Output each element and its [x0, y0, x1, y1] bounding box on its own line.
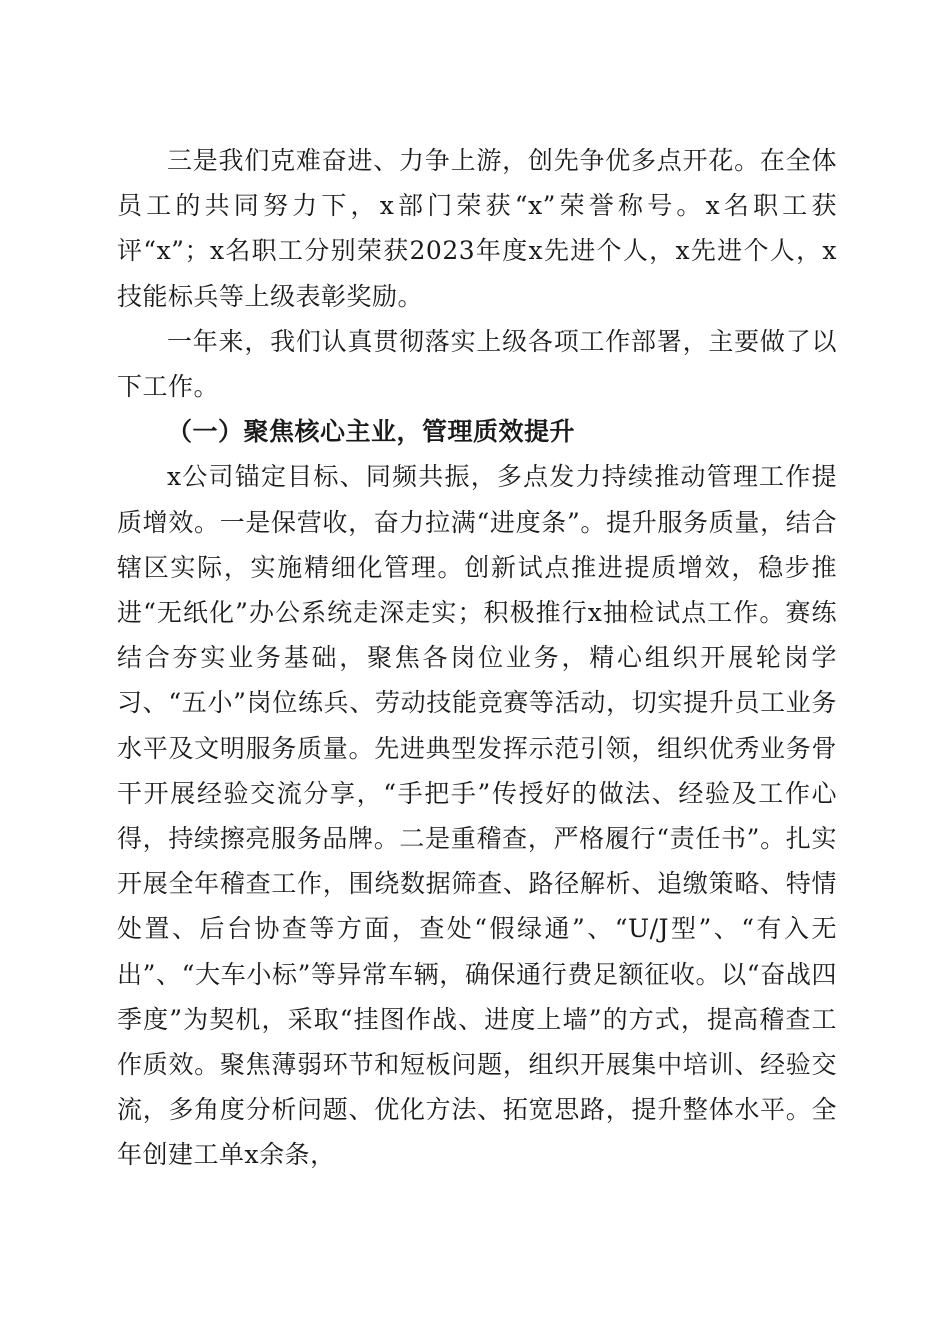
paragraph-intro: 一年来，我们认真贯彻落实上级各项工作部署，主要做了以下工作。 [117, 326, 837, 402]
paragraph-management: x公司锚定目标、同频共振，多点发力持续推动管理工作提质增效。一是保营收，奋力拉满“进度条”。提升服务质量，结合辖区实际，实施精细化管理。创新试点推进提质增效，稳步推进“无纸化”办公系统走深走实；积极推行x抽检试点工作。赛练结合夯实业务基础，聚焦各岗位业务，精心组织开展轮岗学习、“五小”岗位练兵、劳动技能竞赛等活动，切实提升员工业务水平及文明服务质量。先进典型发挥示范引领，组织优秀业务骨干开展经验交流分享，“手把手”传授好的做法、经验及工作心得，持续擦亮服务品牌。二是重稽查，严格履行“责任书”。扎实开展全年稽查工作，围绕数据筛查、路径解析、追缴策略、特情处置、后台协查等方面，查处“假绿通”、“U/J型”、“有入无出”、“大车小标”等异常车辆，确保通行费足额征收。以“奋战四季度”为契机，采取“挂图作战、进度上墙”的方式，提高稽查工作质效。聚焦薄弱环节和短板问题，组织开展集中培训、经验交流，多角度分析问题、优化方法、拓宽思路，提升整体水平。全年创建工单x余条， [117, 462, 837, 1170]
paragraph-honors: 三是我们克难奋进、力争上游，创先争优多点开花。在全体员工的共同努力下，x部门荣获“x”荣誉称号。x名职工获评“x”；x名职工分别荣获2023年度x先进个人，x先进个人，x技能标兵等上级表彰奖励。 [117, 146, 837, 311]
section-heading: （一）聚焦核心主业，管理质效提升 [167, 417, 576, 447]
document-body [117, 138, 837, 1178]
